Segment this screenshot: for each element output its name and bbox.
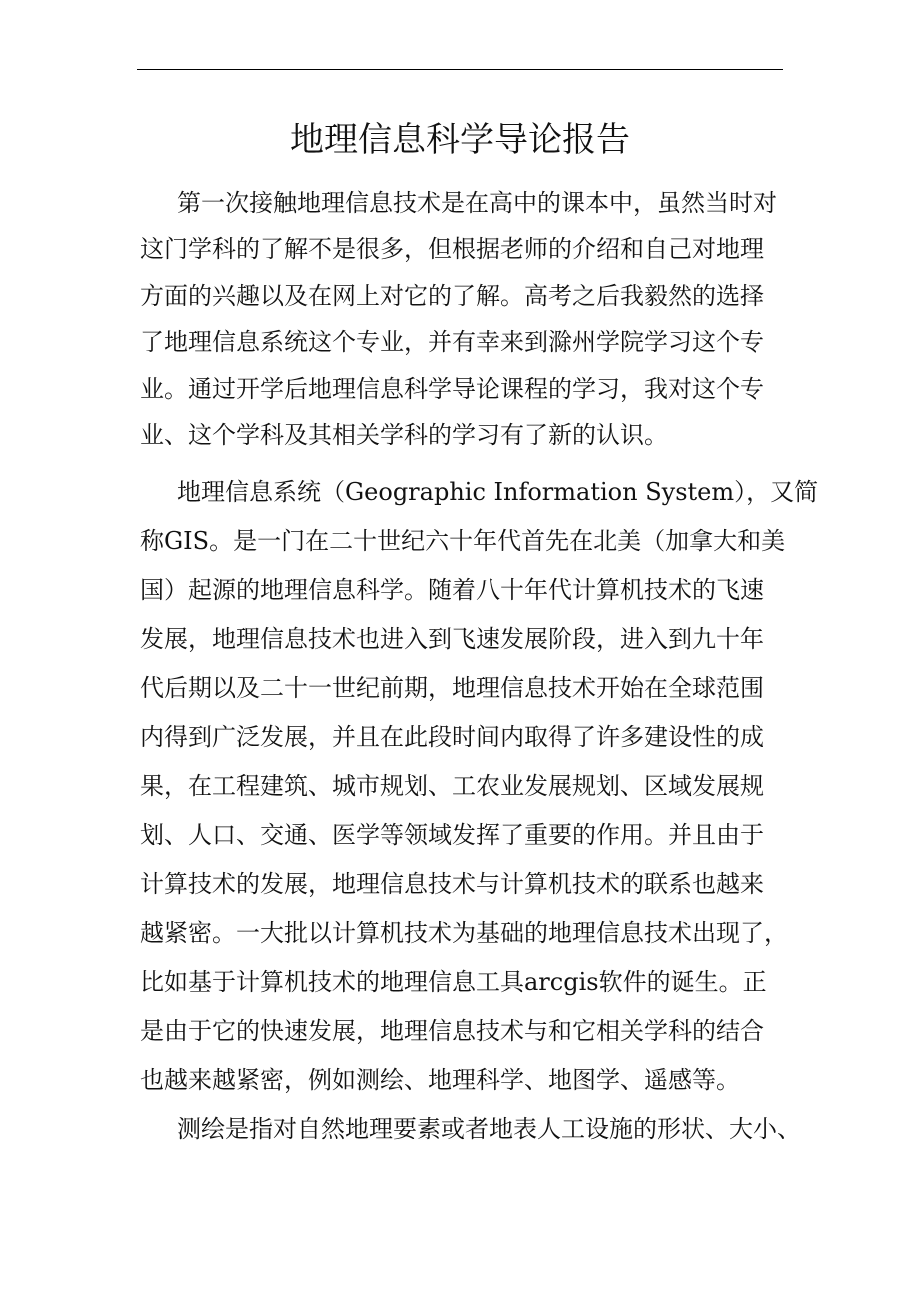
text-line: 第一次接触地理信息技术是在高中的课本中，虽然当时对 — [177, 189, 777, 217]
text-line: 代后期以及二十一世纪前期，地理信息技术开始在全球范围 — [140, 674, 764, 702]
text-line: 测绘是指对自然地理要素或者地表人工设施的形状、大小、 — [177, 1115, 801, 1143]
text-line: 果，在工程建筑、城市规划、工农业发展规划、区域发展规 — [140, 772, 764, 800]
text-line: 越紧密。一大批以计算机技术为基础的地理信息技术出现了， — [140, 919, 788, 947]
text-line: 划、人口、交通、医学等领域发挥了重要的作用。并且由于 — [140, 821, 764, 849]
text-line: 业。通过开学后地理信息科学导论课程的学习，我对这个专 — [140, 374, 764, 403]
text-line: 是由于它的快速发展，地理信息技术与和它相关学科的结合 — [140, 1017, 764, 1045]
text-line: 内得到广泛发展，并且在此段时间内取得了许多建设性的成 — [140, 723, 764, 751]
document-title: 地理信息科学导论报告 — [290, 120, 630, 160]
paragraph-2 — [140, 468, 819, 1154]
text-line: 计算技术的发展，地理信息技术与计算机技术的联系也越来 — [140, 870, 764, 898]
text-line: 也越来越紧密，例如测绘、地理科学、地图学、遥感等。 — [140, 1066, 740, 1094]
text-line: 发展，地理信息技术也进入到飞速发展阶段，进入到九十年 — [140, 625, 764, 653]
text-line: 地理信息系统（Geographic Information System），又简 — [177, 478, 819, 506]
text-line: 业、这个学科及其相关学科的学习有了新的认识。 — [140, 420, 668, 449]
text-line: 这门学科的了解不是很多，但根据老师的介绍和自己对地理 — [140, 235, 764, 264]
text-line: 比如基于计算机技术的地理信息工具arcgis软件的诞生。正 — [140, 968, 767, 996]
header-rule — [137, 69, 783, 70]
text-line: 方面的兴趣以及在网上对它的了解。高考之后我毅然的选择 — [140, 281, 764, 310]
text-line: 了地理信息系统这个专业，并有幸来到滁州学院学习这个专 — [140, 328, 764, 357]
text-line: 国）起源的地理信息科学。随着八十年代计算机技术的飞速 — [140, 576, 764, 604]
text-line: 称GIS。是一门在二十世纪六十年代首先在北美（加拿大和美 — [140, 527, 786, 555]
paragraph-1 — [140, 180, 800, 458]
